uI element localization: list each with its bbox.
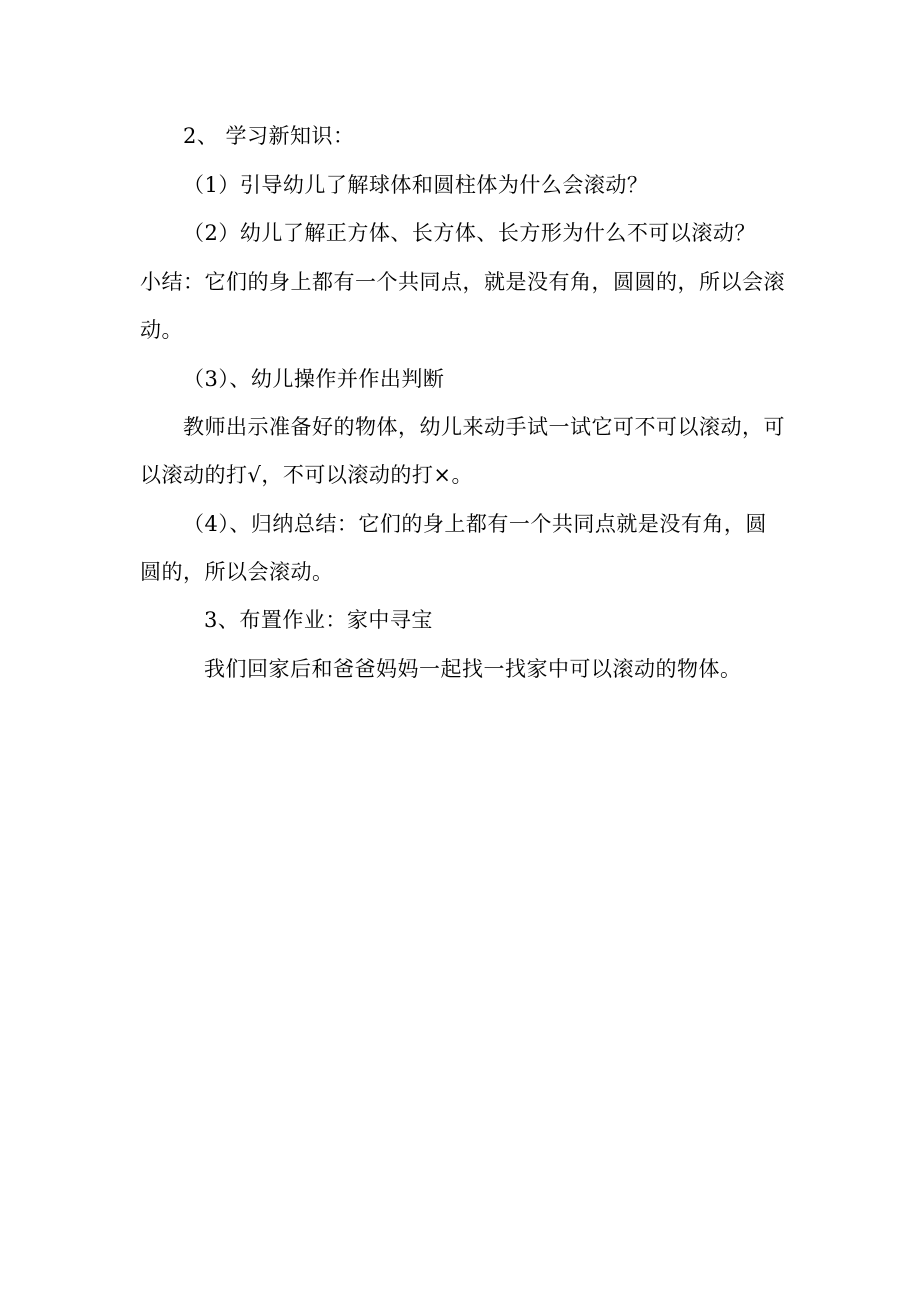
homework-description: 我们回家后和爸爸妈妈一起找一找家中可以滚动的物体。 — [204, 657, 742, 681]
teacher-paragraph-line-2: 以滚动的打√，不可以滚动的打×。 — [140, 463, 473, 487]
summary-line-1: 小结：它们的身上都有一个共同点，就是没有角，圆圆的，所以会滚 — [140, 270, 785, 294]
item-4-conclusion-line-1: （4）、归纳总结：它们的身上都有一个共同点就是没有角，圆 — [183, 512, 767, 536]
teacher-paragraph-line-1: 教师出示准备好的物体，幼儿来动手试一试它可不可以滚动，可 — [183, 415, 785, 439]
section-heading-homework: 3、布置作业：家中寻宝 — [204, 608, 433, 632]
item-4-conclusion-line-2: 圆的，所以会滚动。 — [140, 560, 334, 584]
item-2-children-understand: （2）幼儿了解正方体、长方体、长方形为什么不可以滚动？ — [183, 221, 756, 245]
section-heading-learn-new-knowledge: 2、 学习新知识： — [183, 124, 355, 148]
item-1-guide-children: （1）引导幼儿了解球体和圆柱体为什么会滚动？ — [183, 173, 649, 197]
item-3-children-operate: （3）、幼儿操作并作出判断 — [183, 367, 445, 391]
summary-line-2: 动。 — [140, 318, 183, 342]
